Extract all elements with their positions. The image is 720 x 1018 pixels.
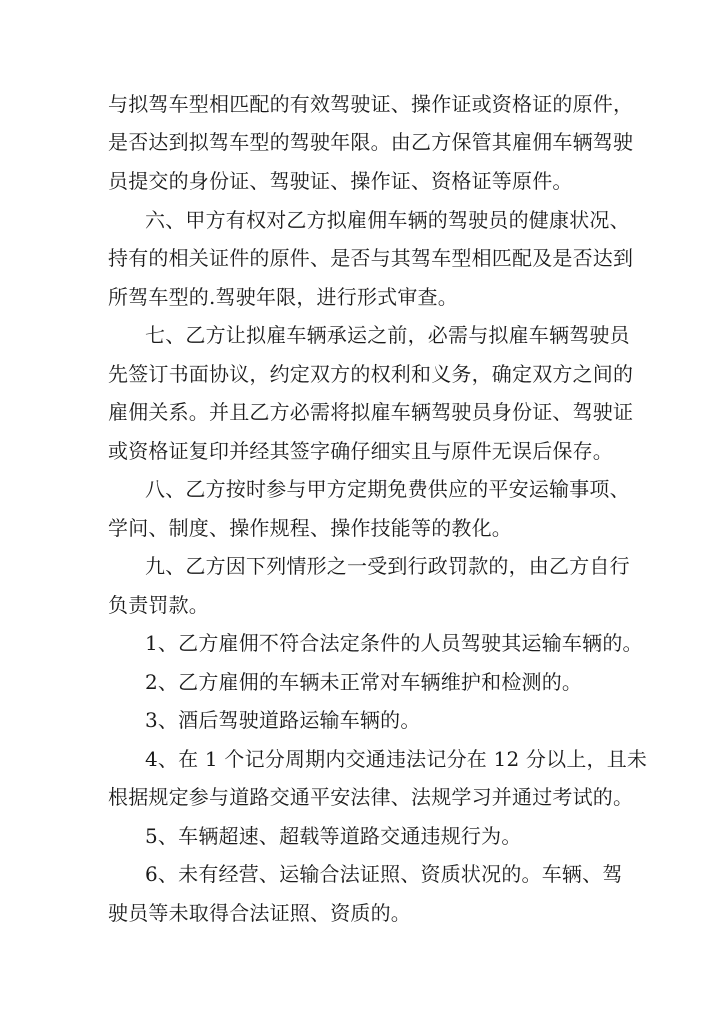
list-item-5: 5、车辆超速、超载等道路交通违规行为。 bbox=[145, 824, 522, 848]
text-line: 先签订书面协议，约定双方的权利和义务，确定双方之间的 bbox=[108, 362, 634, 386]
text-line: 驶员等未取得合法证照、资质的。 bbox=[108, 901, 411, 925]
paragraph-6-start: 六、甲方有权对乙方拟雇佣车辆的驾驶员的健康状况、 bbox=[145, 208, 630, 232]
text-line: 或资格证复印并经其签字确仔细实且与原件无误后保存。 bbox=[108, 439, 613, 463]
text-line: 员提交的身份证、驾驶证、操作证、资格证等原件。 bbox=[108, 169, 573, 193]
paragraph-9-start: 九、乙方因下列情形之一受到行政罚款的，由乙方自行 bbox=[145, 554, 630, 578]
text-line: 负责罚款。 bbox=[108, 593, 209, 617]
text-line: 与拟驾车型相匹配的有效驾驶证、操作证或资格证的原件， bbox=[108, 92, 634, 116]
list-item-2: 2、乙方雇佣的车辆未正常对车辆维护和检测的。 bbox=[145, 670, 583, 694]
list-item-6: 6、未有经营、运输合法证照、资质状况的。车辆、驾 bbox=[145, 862, 623, 886]
text-line: 雇佣关系。并且乙方必需将拟雇车辆驾驶员身份证、驾驶证 bbox=[108, 400, 634, 424]
text-line: 根据规定参与道路交通平安法律、法规学习并通过考试的。 bbox=[108, 785, 634, 809]
text-line: 持有的相关证件的原件、是否与其驾车型相匹配及是否达到 bbox=[108, 246, 634, 270]
text-line: 学问、制度、操作规程、操作技能等的教化。 bbox=[108, 516, 512, 540]
paragraph-8-start: 八、乙方按时参与甲方定期免费供应的平安运输事项、 bbox=[145, 477, 630, 501]
text-line: 所驾车型的.驾驶年限，进行形式审查。 bbox=[108, 285, 458, 309]
text-line: 是否达到拟驾车型的驾驶年限。由乙方保管其雇佣车辆驾驶 bbox=[108, 130, 634, 154]
list-item-1: 1、乙方雇佣不符合法定条件的人员驾驶其运输车辆的。 bbox=[145, 631, 643, 655]
list-item-4: 4、在 1 个记分周期内交通违法记分在 12 分以上，且未 bbox=[145, 747, 648, 771]
list-item-3: 3、酒后驾驶道路运输车辆的。 bbox=[145, 708, 421, 732]
paragraph-7-start: 七、乙方让拟雇车辆承运之前，必需与拟雇车辆驾驶员 bbox=[145, 323, 630, 347]
